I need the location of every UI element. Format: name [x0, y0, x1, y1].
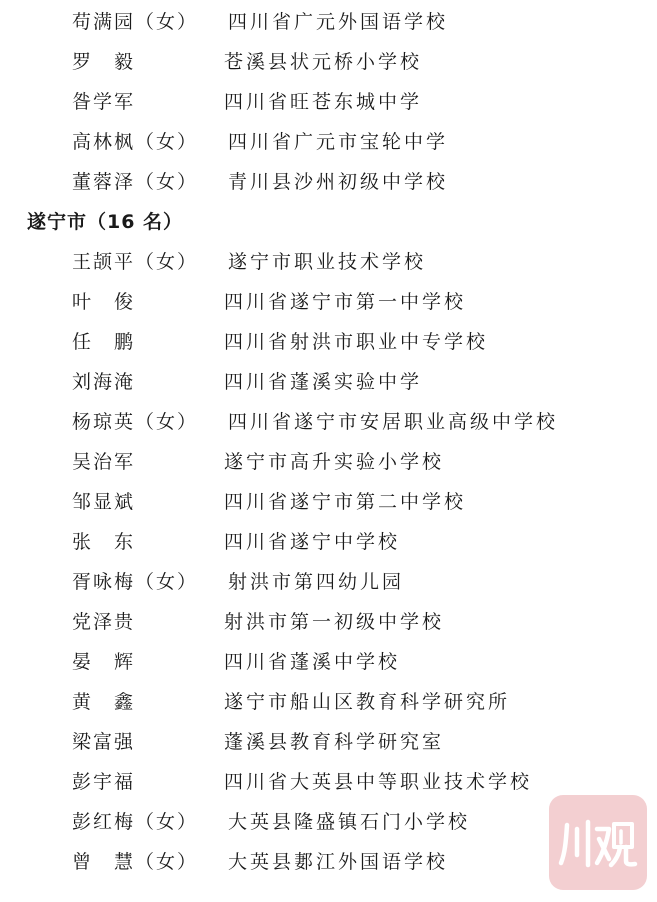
person-name: 胥咏梅（女）	[72, 571, 199, 593]
school-name: 蓬溪县教育科学研究室	[224, 731, 445, 753]
school-name: 遂宁市船山区教育科学研究所	[224, 691, 511, 713]
list-item	[0, 122, 657, 162]
list-item	[0, 562, 657, 602]
person-name: 刘海淹	[72, 371, 136, 393]
school-name: 青川县沙州初级中学校	[228, 171, 449, 193]
list-item	[0, 682, 657, 722]
person-name: 昝学军	[72, 91, 136, 113]
list-item	[0, 42, 657, 82]
watermark-logo	[549, 795, 647, 890]
person-name: 王颉平（女）	[72, 251, 199, 273]
list-item	[0, 82, 657, 122]
list-item	[0, 642, 657, 682]
list-item	[0, 602, 657, 642]
list-item	[0, 362, 657, 402]
person-name: 叶 俊	[72, 291, 136, 313]
school-name: 大英县郪江外国语学校	[228, 851, 449, 873]
school-name: 四川省遂宁市第二中学校	[224, 491, 467, 513]
school-name: 四川省广元外国语学校	[228, 11, 449, 33]
person-name: 党泽贵	[72, 611, 136, 633]
school-name: 射洪市第一初级中学校	[224, 611, 445, 633]
list-item	[0, 162, 657, 202]
list-item	[0, 482, 657, 522]
list-item	[0, 242, 657, 282]
person-name: 邹显斌	[72, 491, 136, 513]
school-name: 四川省大英县中等职业技术学校	[224, 771, 533, 793]
school-name: 苍溪县状元桥小学校	[224, 51, 423, 73]
list-item	[0, 722, 657, 762]
school-name: 遂宁市高升实验小学校	[224, 451, 445, 473]
list-item	[0, 402, 657, 442]
list-item	[0, 322, 657, 362]
school-name: 大英县隆盛镇石门小学校	[228, 811, 471, 833]
person-name: 罗 毅	[72, 51, 136, 73]
person-name: 梁富强	[72, 731, 136, 753]
school-name: 四川省遂宁市第一中学校	[224, 291, 467, 313]
school-name: 遂宁市职业技术学校	[228, 251, 427, 273]
chuanguan-logo-icon	[557, 813, 639, 873]
school-name: 四川省蓬溪中学校	[224, 651, 401, 673]
person-name: 曾 慧（女）	[72, 851, 199, 873]
list-item	[0, 442, 657, 482]
person-name: 彭宇福	[72, 771, 136, 793]
list-item	[0, 282, 657, 322]
school-name: 射洪市第四幼儿园	[228, 571, 405, 593]
school-name: 四川省遂宁中学校	[224, 531, 401, 553]
person-name: 吴治军	[72, 451, 136, 473]
list-item	[0, 522, 657, 562]
section-heading: 遂宁市（16 名）	[27, 211, 184, 233]
person-name: 苟满园（女）	[72, 11, 199, 33]
list-item	[0, 2, 657, 42]
person-name: 黄 鑫	[72, 691, 136, 713]
school-name: 四川省遂宁市安居职业高级中学校	[228, 411, 559, 433]
school-name: 四川省旺苍东城中学	[224, 91, 423, 113]
person-name: 彭红梅（女）	[72, 811, 199, 833]
person-name: 张 东	[72, 531, 136, 553]
person-name: 任 鹏	[72, 331, 136, 353]
school-name: 四川省射洪市职业中专学校	[224, 331, 489, 353]
school-name: 四川省蓬溪实验中学	[224, 371, 423, 393]
person-name: 杨琼英（女）	[72, 411, 199, 433]
person-name: 董蓉泽（女）	[72, 171, 199, 193]
school-name: 四川省广元市宝轮中学	[228, 131, 449, 153]
person-name: 晏 辉	[72, 651, 136, 673]
person-name: 高林枫（女）	[72, 131, 199, 153]
